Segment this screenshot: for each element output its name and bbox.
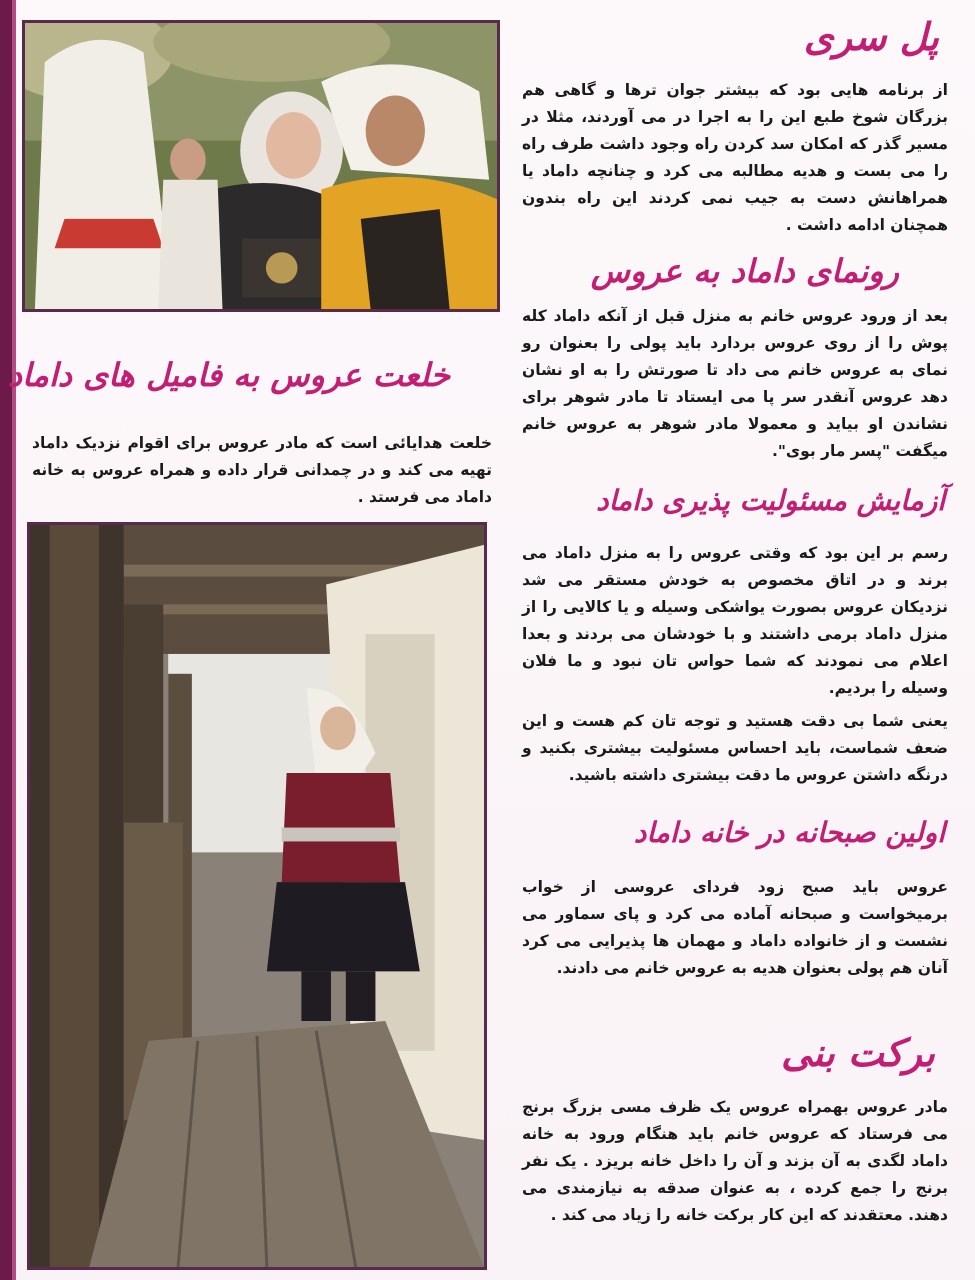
heading-pol-sari: پل سری	[803, 14, 939, 59]
paragraph-azmayesh-1: رسم بر این بود که وقتی عروس را به منزل داماد می برند و در اتاق مخصوص به خودش مستقر می شد نزدیکان عروس بصورت یواشکی وسیله و یا کالایی را از منزل داماد برمی داشتند و با خودشان می بردند و بعدا اعلام می نمودند که شما حواس تان نبود و ما فلان وسیله را برديم.	[522, 544, 948, 697]
heading-khalat: خلعت عروس به فامیل های داماد	[7, 356, 450, 394]
paragraph-sobhane: عروس باید صبح زود فردای عروسی از خواب برمیخواست و صبحانه آماده می کرد و پای سماور می نشست و از خانواده داماد و مهمان ها پذیرایی می کرد آنان هم پولی بعنوان هدیه به عروس خانم می دادند.	[522, 878, 948, 977]
paragraph-khalat: خلعت هدایائی است که مادر عروس برای اقوام نزدیک داماد تهیه می کند و در چمدانی قرار داده و همراه عروس به خانه داماد می فرستد .	[32, 434, 492, 506]
heading-barakat: برکت بنی	[781, 1030, 935, 1075]
paragraph-barakat: مادر عروس بهمراه عروس یک ظرف مسی بزرگ برنج می فرستاد که عروس خانم باید هنگام ورود به خانه داماد لگدی به آن بزند و آن را داخل خانه بریزد . یک نفر برنج را جمع کرده ، به عنوان صدقه به نیازمندی می دهند. معتقدند که این کار برکت خانه را زیاد می کند .	[522, 1098, 948, 1224]
paragraph-runama: بعد از ورود عروس خانم به منزل قبل از آنکه داماد کله پوش را از روی عروس بردارد باید پولی را بعنوان رو نمای به عروس خانم می داد تا صورتش را به او نشان دهد عروس آنقدر سر پا می ایستاد تا مادر شوهر برای نشاندن او بیاید و معمولا مادر شوهر به عروس خانم میگفت "پسر مار بوی".	[522, 307, 948, 460]
page-edge-band	[0, 0, 12, 1280]
heading-runama: رونمای داماد به عروس	[590, 252, 899, 290]
page-edge-stripe	[12, 0, 16, 1280]
paragraph-pol-sari: از برنامه هایی بود که بیشتر جوان ترها و گاهی هم بزرگان شوخ طبع این را به اجرا در می آوردند، مثلا در مسیر گذر که امکان سد کردن راه وجود داشت طرف راه را می بست و هدیه مطالبه می کرد و چنانچه داماد یا همراهانش دست به جیب نمی کردند این راه بندون همچنان ادامه داشت .	[522, 81, 948, 234]
heading-azmayesh: آزمایش مسئولیت پذیری داماد	[596, 484, 945, 517]
photo-women-ceremony	[22, 20, 500, 312]
photo-bride-serving-tea	[27, 522, 487, 1270]
heading-sobhane: اولین صبحانه در خانه داماد	[633, 816, 945, 849]
paragraph-azmayesh-2: یعنی شما بی دقت هستید و توجه تان کم هست و این ضعف شماست، باید احساس مسئولیت بیشتری بکنید و درنگه داشتن عروس ما دقت بیشتری داشته باشید.	[522, 712, 948, 784]
